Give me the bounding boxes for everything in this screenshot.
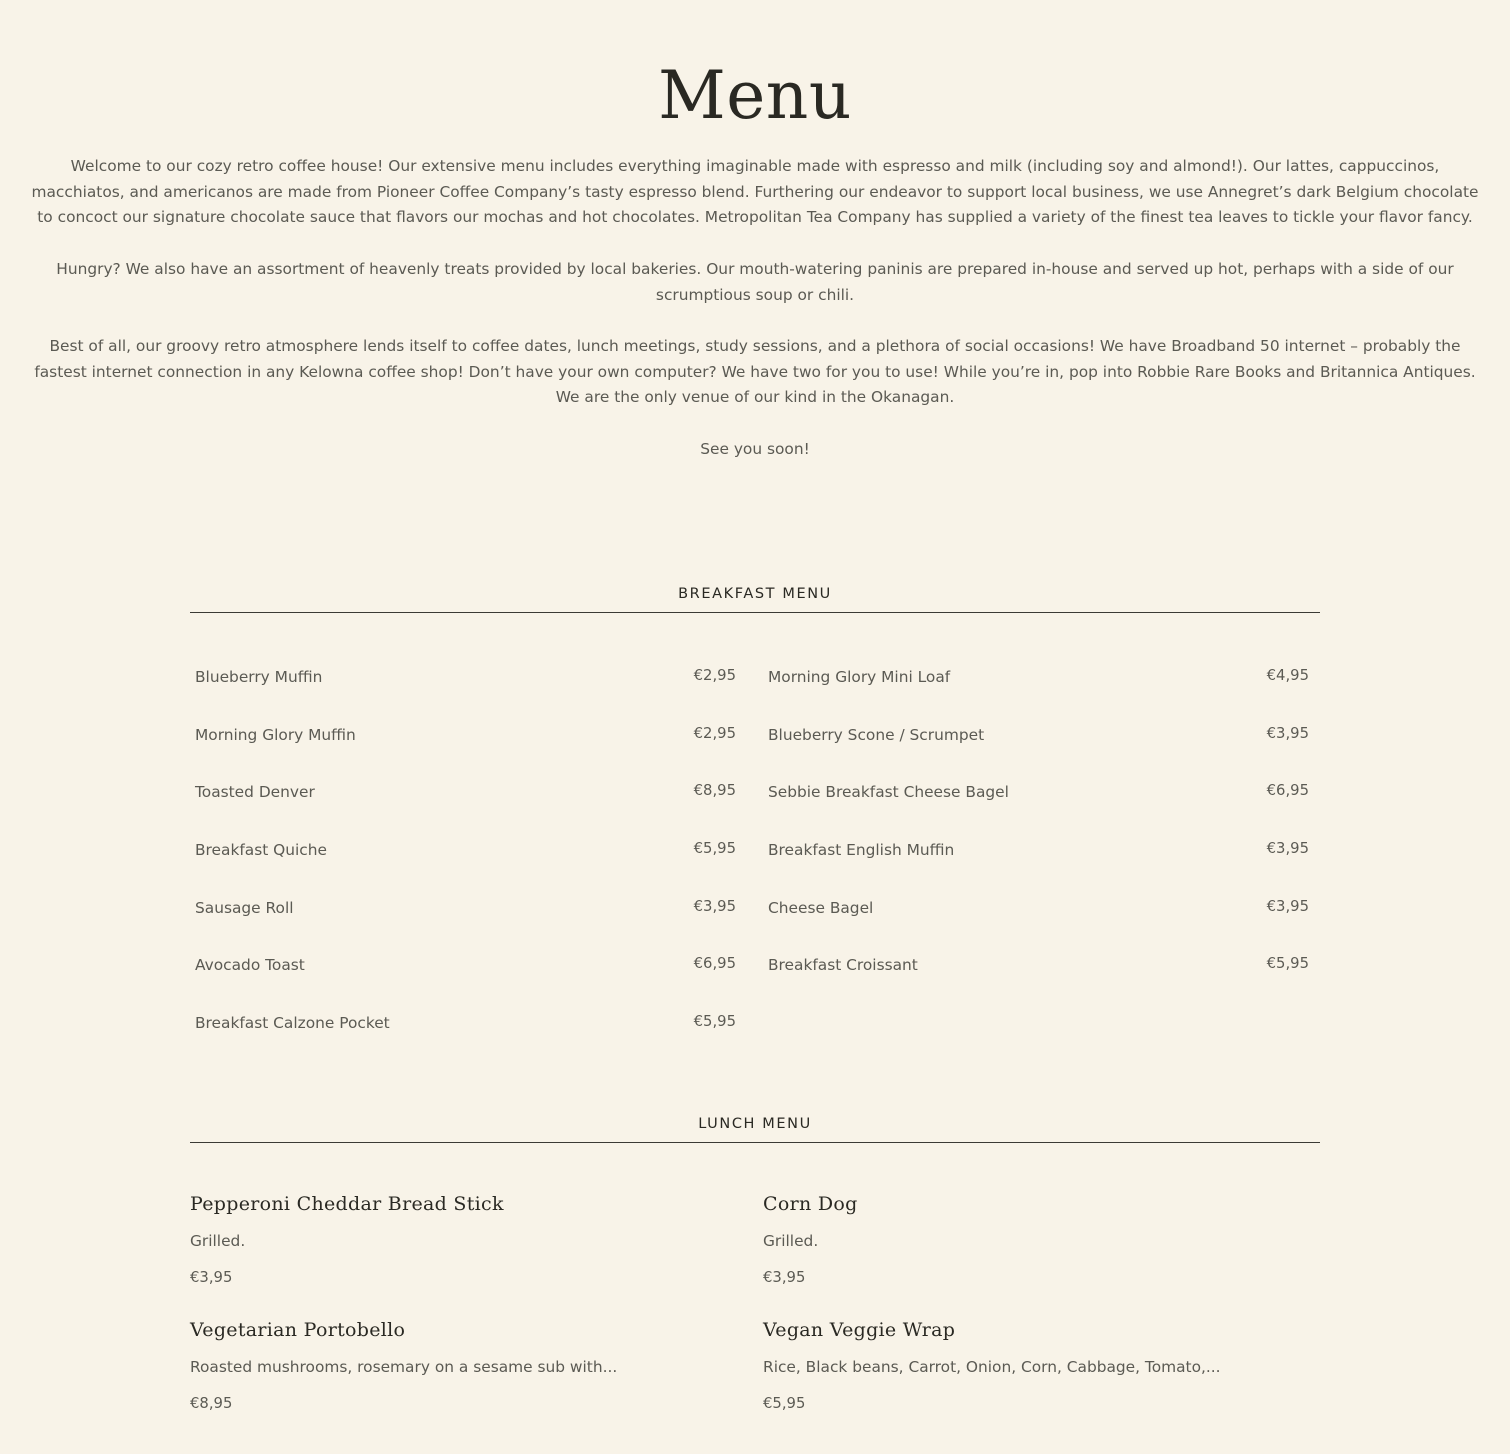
lunch-item[interactable]	[190, 1319, 746, 1445]
lunch-item[interactable]	[763, 1193, 1319, 1319]
lunch-right-column	[763, 1193, 1319, 1445]
menu-item-price: €2,95	[693, 667, 736, 684]
page-title: Menu	[658, 57, 852, 134]
lunch-item-name: Corn Dog	[763, 1193, 858, 1215]
menu-item-name: Sausage Roll	[195, 898, 294, 917]
menu-item[interactable]	[190, 708, 746, 766]
lunch-item[interactable]	[190, 1193, 746, 1319]
intro-text	[20, 154, 1490, 488]
lunch-divider	[190, 1142, 1320, 1143]
menu-item[interactable]	[190, 650, 746, 708]
menu-item-name: Blueberry Scone / Scrumpet	[768, 725, 985, 744]
menu-item-price: €3,95	[1266, 724, 1309, 742]
lunch-item-name: Vegetarian Portobello	[190, 1319, 406, 1341]
menu-item[interactable]	[763, 938, 1319, 996]
menu-item[interactable]	[763, 823, 1319, 881]
menu-item-name: Breakfast Quiche	[195, 841, 327, 860]
breakfast-menu-title: BREAKFAST MENU	[678, 586, 832, 602]
menu-item[interactable]	[763, 708, 1319, 766]
menu-item-name: Morning Glory Mini Loaf	[768, 668, 951, 686]
intro-paragraph-1: Welcome to our cozy retro coffee house! Our extensive menu includes everything imaginable made with espresso and milk (including soy and almond!). Our lattes, cappuccinos, macchiatos, and americanos are made from Pioneer Coffee Company’s tasty espresso blend. Furthering our endeavor to support local business, we use Annegret’s dark Belgium chocolate to concoct our signature chocolate sauce that flavors our mochas and hot chocolates. Metropolitan Tea Company has supplied a variety of the finest tea leaves to tickle your flavor fancy.	[31, 157, 1479, 227]
lunch-item-price: €3,95	[763, 1269, 806, 1286]
menu-item-price: €8,95	[693, 782, 736, 800]
lunch-item-price: €5,95	[763, 1395, 806, 1412]
intro-paragraph-2: Hungry? We also have an assortment of heavenly treats provided by local bakeries. Our mouth-watering paninis are prepared in-house and served up hot, perhaps with a side of our scrumptious soup or chili.	[56, 259, 1454, 304]
menu-item[interactable]	[190, 938, 746, 996]
intro-paragraph-4: See you soon!	[700, 439, 810, 458]
lunch-item[interactable]	[763, 1319, 1319, 1445]
menu-item[interactable]	[190, 996, 746, 1054]
menu-item[interactable]	[190, 823, 746, 881]
menu-item-name: Toasted Denver	[195, 783, 315, 802]
menu-item-price: €4,95	[1266, 667, 1309, 684]
lunch-item-price: €8,95	[190, 1395, 233, 1412]
menu-item[interactable]	[190, 765, 746, 823]
menu-item-name: Breakfast Croissant	[768, 956, 918, 975]
breakfast-divider	[190, 612, 1320, 613]
lunch-left-column	[190, 1193, 746, 1445]
breakfast-left-column	[190, 650, 746, 1054]
menu-item[interactable]	[763, 765, 1319, 823]
menu-item-name: Breakfast English Muffin	[768, 841, 955, 860]
lunch-item-name: Pepperoni Cheddar Bread Stick	[190, 1193, 504, 1215]
menu-item-price: €3,95	[1266, 840, 1309, 858]
intro-paragraph-3: Best of all, our groovy retro atmosphere lends itself to coffee dates, lunch meetings, study sessions, and a plethora of social occasions! We have Broadband 50 internet – probably the fastest internet connection in any Kelowna coffee shop! Don’t have your own computer? We have two for you to use! While you’re in, pop into Robbie Rare Books and Britannica Antiques. We are the only venue of our kind in the Okanagan.	[34, 336, 1476, 407]
lunch-item-description: Rice, Black beans, Carrot, Onion, Corn, Cabbage, Tomato,...	[763, 1358, 1221, 1376]
menu-item-price: €3,95	[1266, 897, 1309, 915]
menu-item[interactable]	[763, 650, 1319, 708]
menu-item-price: €5,95	[1266, 955, 1309, 973]
menu-item-name: Blueberry Muffin	[195, 668, 323, 686]
menu-item-price: €3,95	[693, 897, 736, 915]
menu-item-name: Morning Glory Muffin	[195, 725, 356, 744]
menu-item[interactable]	[190, 881, 746, 939]
menu-item-price: €5,95	[693, 840, 736, 858]
menu-item-price: €5,95	[693, 1013, 736, 1031]
menu-item-name: Cheese Bagel	[768, 898, 874, 917]
lunch-item-price: €3,95	[190, 1269, 233, 1286]
menu-item[interactable]	[763, 881, 1319, 939]
menu-item-price: €2,95	[693, 724, 736, 742]
menu-item-name: Breakfast Calzone Pocket	[195, 1014, 390, 1033]
lunch-item-description: Grilled.	[190, 1232, 246, 1250]
lunch-item-description: Grilled.	[763, 1232, 819, 1250]
lunch-item-name: Vegan Veggie Wrap	[763, 1319, 956, 1341]
menu-item-name: Sebbie Breakfast Cheese Bagel	[768, 783, 1009, 802]
breakfast-right-column	[763, 650, 1319, 996]
menu-item-price: €6,95	[693, 955, 736, 973]
lunch-item-description: Roasted mushrooms, rosemary on a sesame sub with...	[190, 1358, 618, 1376]
menu-item-price: €6,95	[1266, 782, 1309, 800]
menu-item-name: Avocado Toast	[195, 956, 305, 975]
lunch-menu-title: LUNCH MENU	[698, 1116, 812, 1132]
